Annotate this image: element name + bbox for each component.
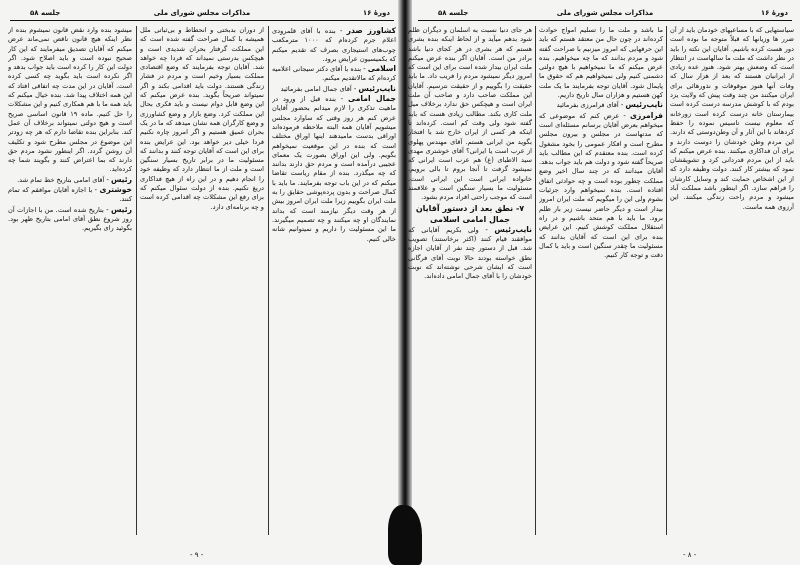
- term-label: دورهٔ ۱۶: [362, 9, 390, 17]
- speaker-name: خوشتری: [99, 185, 132, 195]
- paragraph-text: - بنده قبل از ورود در ماهیت تذکری را لازم میدانم بحضور آقایان عرض کنم هر روز وقتی که ساوارد مجلس میشویم آقایان همه البته ملاحظه فرموده‌اند اوراقی بدست مامیدهند اینها اوراق مختلف است که بنده در این موقعیت نمیخواهم بگویم. ولی این اوراق بصورت یک معمای عجیبی درآمده است و مردم حق دارند بدانند که چه میگذرد. بنده از مقام ریاست تقاضا میکنم که در این باب توجه بفرمایند. ما باید با کمال صراحت و بدون پرده‌پوشی حقایق را به ملت ایران بگوییم زیرا ملت ایران امروز بیش از هر وقت دیگر نیازمند است که بداند نمایندگان او چه میکنند و چه تصمیم میگیرند. ما این مسئولیت را داریم و نمیتوانیم شانه خالی کنیم.: [272, 95, 396, 243]
- speaker-name: جمال امامی: [348, 94, 396, 104]
- paragraph-text: - ولی بکریم آقایانی که موافقند قیام کنند (اکثر برخاستند) تصویب شد. قبل از دستور چند نفر از آقایان اجازه نطق خواسته بودند حالا نوبت آقای فرگانی است که ایشان شرحی نوشته‌اند که نوبت خودشان را با آقای جمال امامی داده‌اند.: [408, 225, 532, 281]
- paragraph: [408, 225, 532, 282]
- speaker-name: فرامرزی: [629, 110, 663, 120]
- page-number: - ۹ -: [190, 551, 204, 559]
- publication-title: مذاکرات مجلس شورای ملی: [556, 9, 654, 17]
- speaker-name: نایب‌رئیس: [358, 83, 396, 93]
- paragraph-text: - عرض کنم که موضوعی که میخواهم بعرض آقایان برسانم مسئله‌ای است که مدتهاست در مجلس و بیرون مجلس مطرح است و افکار عمومی را بخود مشغول کرده است. بنده معتقدم که این مطالب باید صریحاً گفته شود و دولت هم باید جواب بدهد. آقایان میدانند که در چند سال اخیر وضع مملکت چطور بوده است و چه حوادثی اتفاق افتاده است. بنده نمیخواهم وارد جزئیات بشوم ولی این را میگویم که ملت ایران امروز بیدار است و دیگر حاضر نیست زیر بار ظلم برود. ما باید با هم متحد باشیم و در راه استقلال مملکت کوشش کنیم. این عرایض بنده برای این است که آقایان بدانند که مسئولیت ما چقدر سنگین است و باید با کمال دقت و توجه کار کنیم.: [539, 111, 663, 260]
- paragraph: [140, 26, 264, 212]
- paragraph-text: - آقای امامی بتاریخ خط تمام شد.: [17, 175, 111, 184]
- column-divider: [666, 26, 667, 535]
- paragraph-text: - بنده با آقای قلمرودی اعلام جرم کرده‌ام که ۱۰۰۰ مترمکعب چوب‌های استیجاری بصرف که تقدیم میکنم که بکمیسیون عرایض برود.: [272, 27, 396, 63]
- paragraph-text: - با اجازه آقایان موافقم که تمام کنند.: [8, 186, 132, 204]
- paragraph-text: - آقای جمال امامی بفرمائید: [280, 84, 359, 93]
- text-column: [539, 26, 663, 537]
- text-column: [408, 26, 532, 537]
- section-heading: جمال امامی اسلامی: [429, 214, 511, 224]
- paragraph: [8, 175, 132, 185]
- paragraph: [272, 64, 396, 84]
- session-label: جلسه ۵۸: [438, 9, 469, 17]
- paragraph-text: میشود بنده وارد نقض قانون نمیشوم بنده از نظر اینکه هیچ قانون ناقص نمی‌ماند عرض میکنم که آقایان تصدیق میفرمایند که این کار صحیح نبوده است و باید اصلاح شود. اگر دولت این کار را کرده است باید جواب بدهد و اگر نکرده است باید بگوید چه کسی کرده است. آقایان در این مدت چه اتفاقی افتاد که این همه اختلاف پیدا شد. بنده خیال میکنم که باید همه ما با هم همکاری کنیم و این مشکلات را حل کنیم. ماده ۱۹ قانون اساسی صریح است و هیچ دولتی نمیتواند برخلاف آن عمل کند. بنابراین بنده تقاضا دارم که هر چه زودتر این موضوع در مجلس مطرح شود و تکلیف آن روشن گردد. اگر اینطور نشود مردم حق دارند که بما اعتراض کنند و بگویند شما چه کرده‌اید.: [8, 26, 132, 174]
- paragraph-text: سیاستهایی که با مساعیهای خودمان باید از آن ضرر ها وزیانها که قبلاً متوجه ما بوده است دور هست کرده باشیم. آقایان این نکته را باید در نظر داشت که ملت ما سالهاست در انتظار است که وضعش بهتر شود. هنوز عده زیادی از ایرانیان هستند که بعد از هزار سال که وفات آنها هنوز موقوفات و نذورهائی برای ایران میکنند من چند وقت پیش که ولایت یزد بودم که با کوشش مدرسه درست کرده است بیمارستان خانه درست کرده است زورخانه که معلوم نیست تاسیس نموده را حفظ کردهاند با این آثار و آن وطن‌دوستی که دارند. این مردم وطن خودشان را دوست دارند و برای آن فداکاری میکنند. بنده عرض میکنم که باید از این مردم قدردانی کرد و تشویقشان نمود که بیشتر کار کنند. دولت وظیفه دارد که از این اشخاص حمایت کند و وسایل کارشان را فراهم سازد. اگر اینطور باشد مملکت آباد میشود و مردم راحت زندگی میکنند. این آرزوی همه ماست.: [670, 26, 794, 211]
- column-divider: [535, 26, 536, 535]
- right-page: [408, 0, 800, 565]
- speaker-name: رئیس: [110, 174, 132, 184]
- paragraph: [539, 111, 663, 261]
- page-number: - ۸ -: [683, 551, 697, 559]
- publication-title: مذاکرات مجلس شورای ملی: [153, 9, 251, 17]
- speaker-name: اسلامی: [367, 64, 396, 74]
- paragraph-text: - آقای فرامرزی بفرمائید: [556, 101, 626, 110]
- paragraph-text: از دوران بدبختی و انحطاط و بی‌ثباتی ملل همیشه با کمال صراحت گفته شده است که این مملکت گرفتار بحران شدیدی است و هیچکس بدرستی نمیداند که فردا چه خواهد شد. آقایان توجه بفرمایند که وضع اقتصادی مملکت بسیار وخیم است و مردم در فشار زندگی هستند. دولت باید اقدامی بکند و اگر نمیتواند صریحاً بگوید. بنده عرض میکنم که این وضع قابل دوام نیست و باید فکری بحال این مملکت کرد. وضع بازار و وضع کشاورزی و وضع کارگران همه نشان میدهد که ما در یک بحران عمیق هستیم و اگر امروز چاره نکنیم فردا خیلی دیر خواهد بود. این عرایض بنده برای این است که آقایان توجه کنند و بدانند که مسئولیت ما در برابر تاریخ بسیار سنگین است و ملت از ما انتظار دارد که وظیفه خود را انجام دهیم و در این راه از هیچ فداکاری دریغ نکنیم. بنده از دولت سئوال میکنم که برای رفع این مشکلات چه اقدامی کرده است و چه برنامه‌ای دارد.: [140, 26, 264, 211]
- column-divider: [268, 26, 269, 535]
- paragraph: [272, 84, 396, 94]
- paragraph: [8, 26, 132, 175]
- paragraph: [272, 94, 396, 244]
- speaker-name: رئیس: [110, 204, 132, 214]
- page-header: [10, 8, 394, 21]
- text-column: [272, 26, 396, 537]
- paragraph: [539, 100, 663, 110]
- paragraph-text: - بتاریخ شده است. من با اجازات آن روز شروع نطق آقای امامی بتاریخ ظهر بود. بگوئید رای بگیریم.: [8, 205, 132, 233]
- paragraph: [8, 185, 132, 205]
- paragraph: [670, 26, 794, 212]
- paragraph-text: هر جای دنیا نسبت به اسلمان و دیگران ظلم شود بدهم میآید و از لحاظ اینکه بنده بشری هستم که هر بشری در هر کجای دنیا باشد برادر من است. آقایان اگر بنده عرض میکنم ملت ایران بیدار شده است برای این است که امروز دیگر نمیشود مردم را فریب داد. ما باید حقیقت را بگوییم و از حقیقت نترسیم. آقایان این مملکت صاحب دارد و صاحب آن ملت ایران است و هیچکس حق ندارد برخلاف میل ملت کاری بکند. مطالب زیادی هست که باید گفته شود ولی وقت کم است. کرده‌اند تا اینکه هر کسی از ایران خارج شد با افتخار بگوید من ایرانی هستم. آقای مهندس پهلوی از عرب است یا ایرانی؟ آقای خوشتری مهدی سید الاطبای (ع) هم عرب است ایرانی که نمیشود گرفت تا آنجا بروم تا بالی برویم. خانواده ایرانی است این ایرانی است. مسئولیت ما بسیار سنگین است و علاقمند است که موجب راحتی افراد مردم بشود.: [408, 26, 532, 202]
- paragraph: [408, 26, 532, 203]
- speaker-name: نایب‌رئیس: [625, 100, 663, 110]
- term-label: دورهٔ ۱۶: [760, 9, 788, 17]
- paragraph-text: ما باشد و ملت ما را تسلیم امواج حوادث کرده‌اند در چون حال من معتقد هستم که باید این حرفهایی که امروز میزنیم با صراحت گفته شود و مردم بدانند که ما چه میخواهیم. بنده عرض میکنم که ما نمیخواهیم با هیچ دولتی دشمنی کنیم ولی نمیخواهیم هم که حقوق ما پایمال شود. آقایان توجه بفرمایند ما یک ملت کهن هستیم و هزاران سال تاریخ داریم.: [539, 26, 663, 100]
- paragraph: [539, 26, 663, 100]
- column-divider: [136, 26, 137, 535]
- paragraph-text: - بنده با آقای دکتر سیجانی اعلامیه کرده‌ام که مالاتقدیم میکنم.: [272, 65, 396, 83]
- speaker-name: نایب‌رئیس: [494, 224, 532, 234]
- paragraph: [8, 205, 132, 234]
- session-label: جلسه ۵۸: [30, 9, 61, 17]
- page-header: [418, 8, 792, 21]
- speaker-name: کشاورز صدر: [346, 26, 396, 35]
- text-column: [140, 26, 264, 537]
- paragraph: [272, 26, 396, 64]
- text-column: [670, 26, 794, 537]
- section-heading: ۷- نطق بعد از دستور آقایان: [415, 203, 525, 213]
- text-column: [8, 26, 132, 537]
